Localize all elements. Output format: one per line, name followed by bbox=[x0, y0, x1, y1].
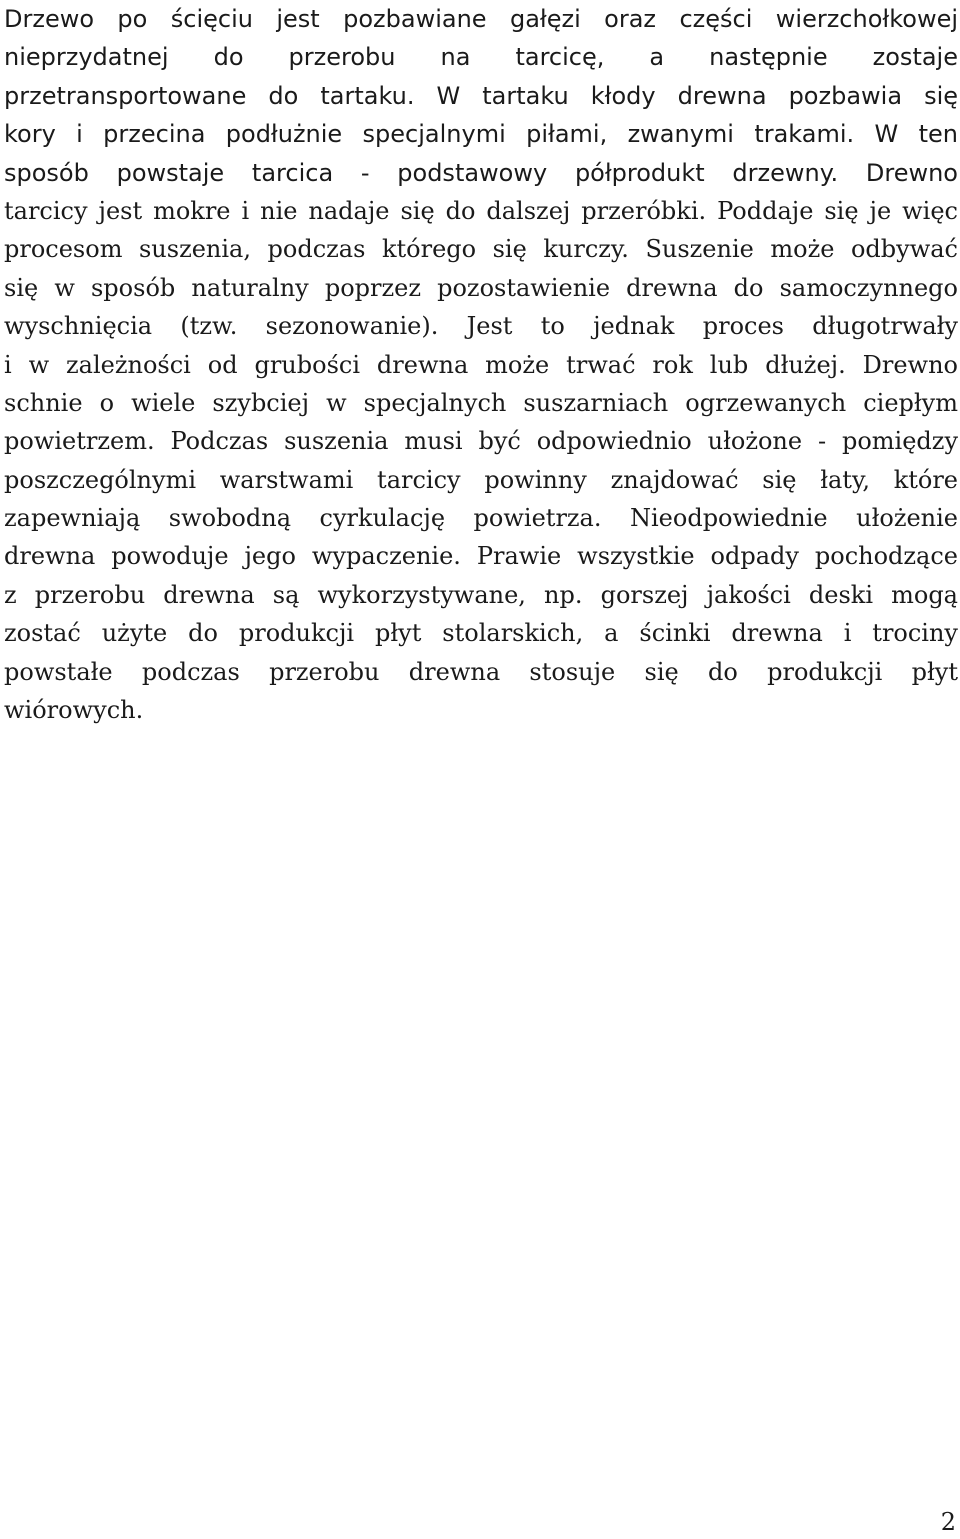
page-number: 2 bbox=[940, 1508, 956, 1536]
text-line: schnie o wiele szybciej w specjalnych suszarniach ogrzewanych ciepłym bbox=[4, 388, 958, 417]
text-line: i w zależności od grubości drewna może trwać rok lub dłużej. Drewno bbox=[4, 350, 958, 379]
text-line: drewna powoduje jego wypaczenie. Prawie wszystkie odpady pochodzące bbox=[4, 542, 958, 571]
text-line: zapewniają swobodną cyrkulację powietrza. Nieodpowiednie ułożenie bbox=[4, 504, 958, 533]
text-line: się w sposób naturalny poprzez pozostawienie drewna do samoczynnego bbox=[4, 273, 958, 302]
text-line: przetransportowane do tartaku. W tartaku kłody drewna pozbawia się bbox=[4, 81, 958, 110]
text-line: z przerobu drewna są wykorzystywane, np. gorszej jakości deski mogą bbox=[4, 580, 958, 609]
text-line: powstałe podczas przerobu drewna stosuje się do produkcji płyt bbox=[4, 657, 958, 686]
text-line: zostać użyte do produkcji płyt stolarskich, a ścinki drewna i trociny bbox=[4, 619, 958, 648]
text-line: wiórowych. bbox=[4, 696, 144, 725]
text-line: poszczególnymi warstwami tarcicy powinny znajdować się łaty, które bbox=[4, 465, 958, 494]
text-line: sposób powstaje tarcica - podstawowy półprodukt drzewny. Drewno bbox=[4, 158, 958, 187]
text-line: tarcicy jest mokre i nie nadaje się do dalszej przeróbki. Poddaje się je więc bbox=[4, 196, 958, 225]
text-line: Drzewo po ścięciu jest pozbawiane gałęzi oraz części wierzchołkowej bbox=[4, 5, 958, 33]
text-line: kory i przecina podłużnie specjalnymi piłami, zwanymi trakami. W ten bbox=[4, 120, 958, 149]
text-line: wyschnięcia (tzw. sezonowanie). Jest to jednak proces długotrwały bbox=[4, 312, 958, 341]
body-paragraph bbox=[4, 0, 958, 729]
text-line: powietrzem. Podczas suszenia musi być odpowiednio ułożone - pomiędzy bbox=[4, 427, 958, 456]
text-line: procesom suszenia, podczas którego się kurczy. Suszenie może odbywać bbox=[4, 235, 958, 264]
text-line: nieprzydatnej do przerobu na tarcicę, a następnie zostaje bbox=[4, 43, 958, 72]
